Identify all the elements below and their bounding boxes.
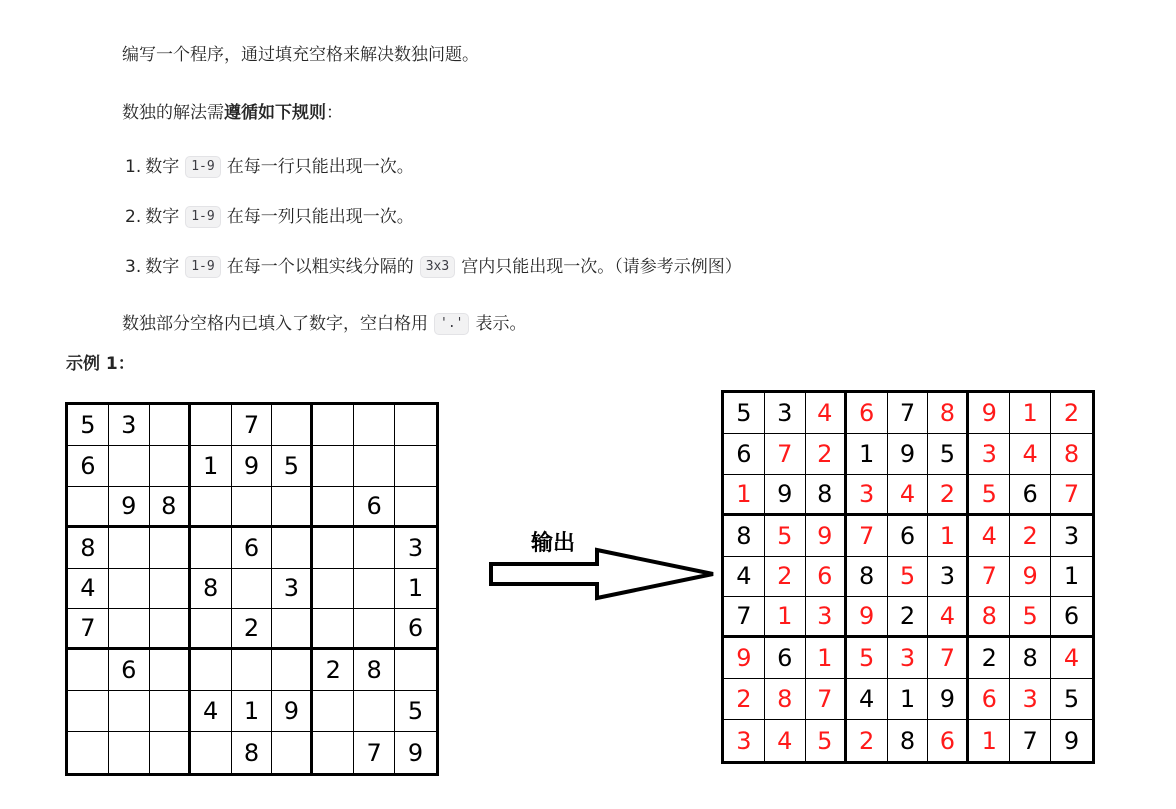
- sudoku-cell: 5: [395, 691, 436, 732]
- rules-intro: [122, 101, 343, 125]
- sudoku-cell: [313, 405, 354, 446]
- rule-item-1: [125, 155, 414, 179]
- sudoku-cell: 8: [1010, 638, 1051, 679]
- sudoku-cell: 2: [1010, 516, 1051, 557]
- sudoku-cell: [272, 405, 313, 446]
- sudoku-cell: 2: [806, 434, 847, 475]
- sudoku-cell: [232, 487, 273, 528]
- sudoku-cell: [313, 691, 354, 732]
- sudoku-cell: 9: [1010, 557, 1051, 598]
- inline-code: 1-9: [185, 256, 220, 278]
- sudoku-cell: [313, 528, 354, 569]
- sudoku-cell: 8: [928, 393, 969, 434]
- sudoku-cell: 5: [1051, 679, 1092, 720]
- sudoku-cell: [272, 650, 313, 691]
- rules-intro-suffix: ：: [326, 103, 343, 123]
- sudoku-cell: 4: [191, 691, 232, 732]
- sudoku-cell: 6: [888, 516, 929, 557]
- sudoku-cell: 1: [888, 679, 929, 720]
- sudoku-cell: 4: [847, 679, 888, 720]
- sudoku-cell: 2: [765, 557, 806, 598]
- sudoku-cell: 1: [395, 569, 436, 610]
- sudoku-cell: [395, 405, 436, 446]
- sudoku-cell: 2: [928, 475, 969, 516]
- sudoku-cell: [354, 609, 395, 650]
- sudoku-cell: 3: [765, 393, 806, 434]
- sudoku-cell: 1: [969, 720, 1010, 761]
- sudoku-cell: 4: [1051, 638, 1092, 679]
- sudoku-cell: 6: [1051, 597, 1092, 638]
- sudoku-cell: 7: [969, 557, 1010, 598]
- sudoku-cell: [272, 609, 313, 650]
- rule-number: 1.: [125, 157, 142, 177]
- sudoku-cell: 6: [847, 393, 888, 434]
- sudoku-cell: [354, 691, 395, 732]
- rule-number: 2.: [125, 207, 142, 227]
- sudoku-cell: 9: [724, 638, 765, 679]
- sudoku-cell: 6: [969, 679, 1010, 720]
- sudoku-cell: 9: [395, 732, 436, 773]
- sudoku-cell: 2: [888, 597, 929, 638]
- sudoku-cell: [68, 650, 109, 691]
- sudoku-cell: 5: [1010, 597, 1051, 638]
- sudoku-cell: 5: [724, 393, 765, 434]
- rule-item-3: [125, 255, 742, 279]
- inline-code: 3x3: [420, 256, 455, 278]
- sudoku-cell: [150, 609, 191, 650]
- sudoku-cell: 9: [765, 475, 806, 516]
- sudoku-cell: 1: [1051, 557, 1092, 598]
- sudoku-cell: 3: [928, 557, 969, 598]
- sudoku-cell: 3: [109, 405, 150, 446]
- sudoku-cell: 7: [1051, 475, 1092, 516]
- sudoku-cell: [150, 650, 191, 691]
- sudoku-cell: 8: [1051, 434, 1092, 475]
- sudoku-cell: [232, 650, 273, 691]
- sudoku-cell: [395, 650, 436, 691]
- sudoku-cell: 7: [765, 434, 806, 475]
- sudoku-cell: [191, 528, 232, 569]
- sudoku-cell: 6: [765, 638, 806, 679]
- sudoku-cell: 9: [109, 487, 150, 528]
- sudoku-cell: 6: [354, 487, 395, 528]
- sudoku-cell: 9: [969, 393, 1010, 434]
- sudoku-cell: 4: [724, 557, 765, 598]
- sudoku-cell: 6: [806, 557, 847, 598]
- sudoku-cell: [150, 405, 191, 446]
- sudoku-output-grid: [721, 390, 1095, 764]
- sudoku-cell: 9: [232, 446, 273, 487]
- sudoku-cell: 4: [806, 393, 847, 434]
- sudoku-cell: [313, 569, 354, 610]
- sudoku-cell: 8: [765, 679, 806, 720]
- sudoku-cell: 5: [272, 446, 313, 487]
- sudoku-cell: 7: [806, 679, 847, 720]
- sudoku-cell: 7: [1010, 720, 1051, 761]
- sudoku-cell: [395, 487, 436, 528]
- sudoku-cell: 8: [191, 569, 232, 610]
- sudoku-cell: [272, 487, 313, 528]
- sudoku-cell: 6: [68, 446, 109, 487]
- sudoku-cell: 5: [969, 475, 1010, 516]
- sudoku-cell: 8: [232, 732, 273, 773]
- sudoku-cell: 2: [724, 679, 765, 720]
- sudoku-cell: [232, 569, 273, 610]
- sudoku-cell: 3: [888, 638, 929, 679]
- sudoku-cell: [109, 609, 150, 650]
- sudoku-cell: 4: [765, 720, 806, 761]
- sudoku-cell: 5: [68, 405, 109, 446]
- sudoku-cell: [150, 691, 191, 732]
- sudoku-input-grid: [65, 402, 439, 776]
- sudoku-cell: 1: [928, 516, 969, 557]
- sudoku-cell: 3: [1010, 679, 1051, 720]
- sudoku-cell: 1: [724, 475, 765, 516]
- sudoku-cell: 5: [888, 557, 929, 598]
- sudoku-cell: [313, 446, 354, 487]
- inline-code: 1-9: [185, 206, 220, 228]
- sudoku-cell: [354, 528, 395, 569]
- sudoku-cell: 2: [1051, 393, 1092, 434]
- sudoku-cell: [68, 732, 109, 773]
- sudoku-cell: 1: [232, 691, 273, 732]
- rule-number: 3.: [125, 257, 142, 277]
- sudoku-cell: 1: [806, 638, 847, 679]
- sudoku-cell: 2: [969, 638, 1010, 679]
- sudoku-cell: [191, 609, 232, 650]
- sudoku-cell: 3: [969, 434, 1010, 475]
- rule-text: 在每一行只能出现一次。: [226, 157, 414, 177]
- sudoku-cell: 9: [847, 597, 888, 638]
- sudoku-cell: 7: [724, 597, 765, 638]
- sudoku-cell: [313, 609, 354, 650]
- sudoku-cell: [150, 528, 191, 569]
- sudoku-cell: 8: [888, 720, 929, 761]
- sudoku-cell: [354, 569, 395, 610]
- rules-intro-prefix: 数独的解法需: [122, 103, 224, 123]
- sudoku-cell: 5: [847, 638, 888, 679]
- rule-text: 数字: [145, 207, 180, 227]
- sudoku-cell: 3: [272, 569, 313, 610]
- sudoku-cell: [150, 569, 191, 610]
- rule-text: 数字: [145, 257, 180, 277]
- sudoku-cell: 5: [765, 516, 806, 557]
- blank-note-post: 表示。: [475, 314, 527, 334]
- rule-item-2: [125, 205, 414, 229]
- sudoku-cell: 7: [68, 609, 109, 650]
- inline-code: 1-9: [185, 156, 220, 178]
- sudoku-cell: [191, 405, 232, 446]
- rule-text: 在每一个以粗实线分隔的: [226, 257, 414, 277]
- sudoku-cell: 4: [928, 597, 969, 638]
- sudoku-cell: 8: [68, 528, 109, 569]
- sudoku-cell: 6: [109, 650, 150, 691]
- example-title: 示例 1：: [66, 354, 135, 374]
- sudoku-cell: 7: [888, 393, 929, 434]
- sudoku-cell: 7: [928, 638, 969, 679]
- rules-intro-bold: 遵循如下规则: [224, 103, 326, 123]
- sudoku-cell: 2: [313, 650, 354, 691]
- sudoku-cell: 1: [765, 597, 806, 638]
- sudoku-cell: 3: [724, 720, 765, 761]
- output-arrow-icon: [485, 544, 725, 604]
- sudoku-cell: 9: [272, 691, 313, 732]
- sudoku-cell: 9: [888, 434, 929, 475]
- sudoku-cell: 7: [354, 732, 395, 773]
- sudoku-cell: [313, 487, 354, 528]
- sudoku-cell: 9: [1051, 720, 1092, 761]
- sudoku-cell: [191, 732, 232, 773]
- sudoku-cell: [150, 446, 191, 487]
- sudoku-cell: 6: [232, 528, 273, 569]
- sudoku-cell: 6: [724, 434, 765, 475]
- sudoku-cell: 4: [969, 516, 1010, 557]
- sudoku-cell: 8: [150, 487, 191, 528]
- sudoku-cell: 4: [888, 475, 929, 516]
- inline-code: '.': [434, 313, 469, 335]
- sudoku-cell: [109, 446, 150, 487]
- rule-text: 在每一列只能出现一次。: [226, 207, 414, 227]
- sudoku-cell: 8: [724, 516, 765, 557]
- sudoku-cell: 6: [928, 720, 969, 761]
- sudoku-cell: 7: [847, 516, 888, 557]
- intro-text-label: 编写一个程序，通过填充空格来解决数独问题。: [122, 45, 479, 65]
- rule-text: 数字: [145, 157, 180, 177]
- sudoku-cell: 3: [395, 528, 436, 569]
- sudoku-cell: [313, 732, 354, 773]
- sudoku-cell: [109, 569, 150, 610]
- sudoku-cell: [68, 487, 109, 528]
- sudoku-cell: 1: [847, 434, 888, 475]
- sudoku-cell: [191, 487, 232, 528]
- sudoku-cell: 1: [1010, 393, 1051, 434]
- sudoku-cell: [109, 528, 150, 569]
- sudoku-cell: 3: [806, 597, 847, 638]
- sudoku-cell: [354, 405, 395, 446]
- sudoku-cell: 8: [847, 557, 888, 598]
- sudoku-cell: 4: [1010, 434, 1051, 475]
- sudoku-cell: [272, 528, 313, 569]
- sudoku-cell: [68, 691, 109, 732]
- sudoku-cell: [272, 732, 313, 773]
- sudoku-cell: 8: [969, 597, 1010, 638]
- sudoku-cell: [395, 446, 436, 487]
- sudoku-cell: 3: [847, 475, 888, 516]
- sudoku-cell: 5: [928, 434, 969, 475]
- sudoku-cell: [191, 650, 232, 691]
- sudoku-cell: 7: [232, 405, 273, 446]
- sudoku-cell: 6: [1010, 475, 1051, 516]
- sudoku-cell: 8: [806, 475, 847, 516]
- sudoku-cell: 5: [806, 720, 847, 761]
- sudoku-cell: 1: [191, 446, 232, 487]
- sudoku-cell: 3: [1051, 516, 1092, 557]
- blank-note-pre: 数独部分空格内已填入了数字，空白格用: [122, 314, 428, 334]
- sudoku-cell: 8: [354, 650, 395, 691]
- sudoku-cell: 6: [395, 609, 436, 650]
- sudoku-cell: 4: [68, 569, 109, 610]
- sudoku-cell: [354, 446, 395, 487]
- sudoku-cell: 2: [232, 609, 273, 650]
- arrow-label: 输出: [531, 531, 576, 556]
- sudoku-cell: 9: [806, 516, 847, 557]
- sudoku-cell: 9: [928, 679, 969, 720]
- sudoku-cell: [109, 732, 150, 773]
- rule-text: 宫内只能出现一次。（请参考示例图）: [461, 257, 742, 277]
- blank-note: [122, 312, 526, 336]
- sudoku-cell: 2: [847, 720, 888, 761]
- sudoku-cell: [109, 691, 150, 732]
- intro-text: [122, 43, 479, 67]
- sudoku-cell: [150, 732, 191, 773]
